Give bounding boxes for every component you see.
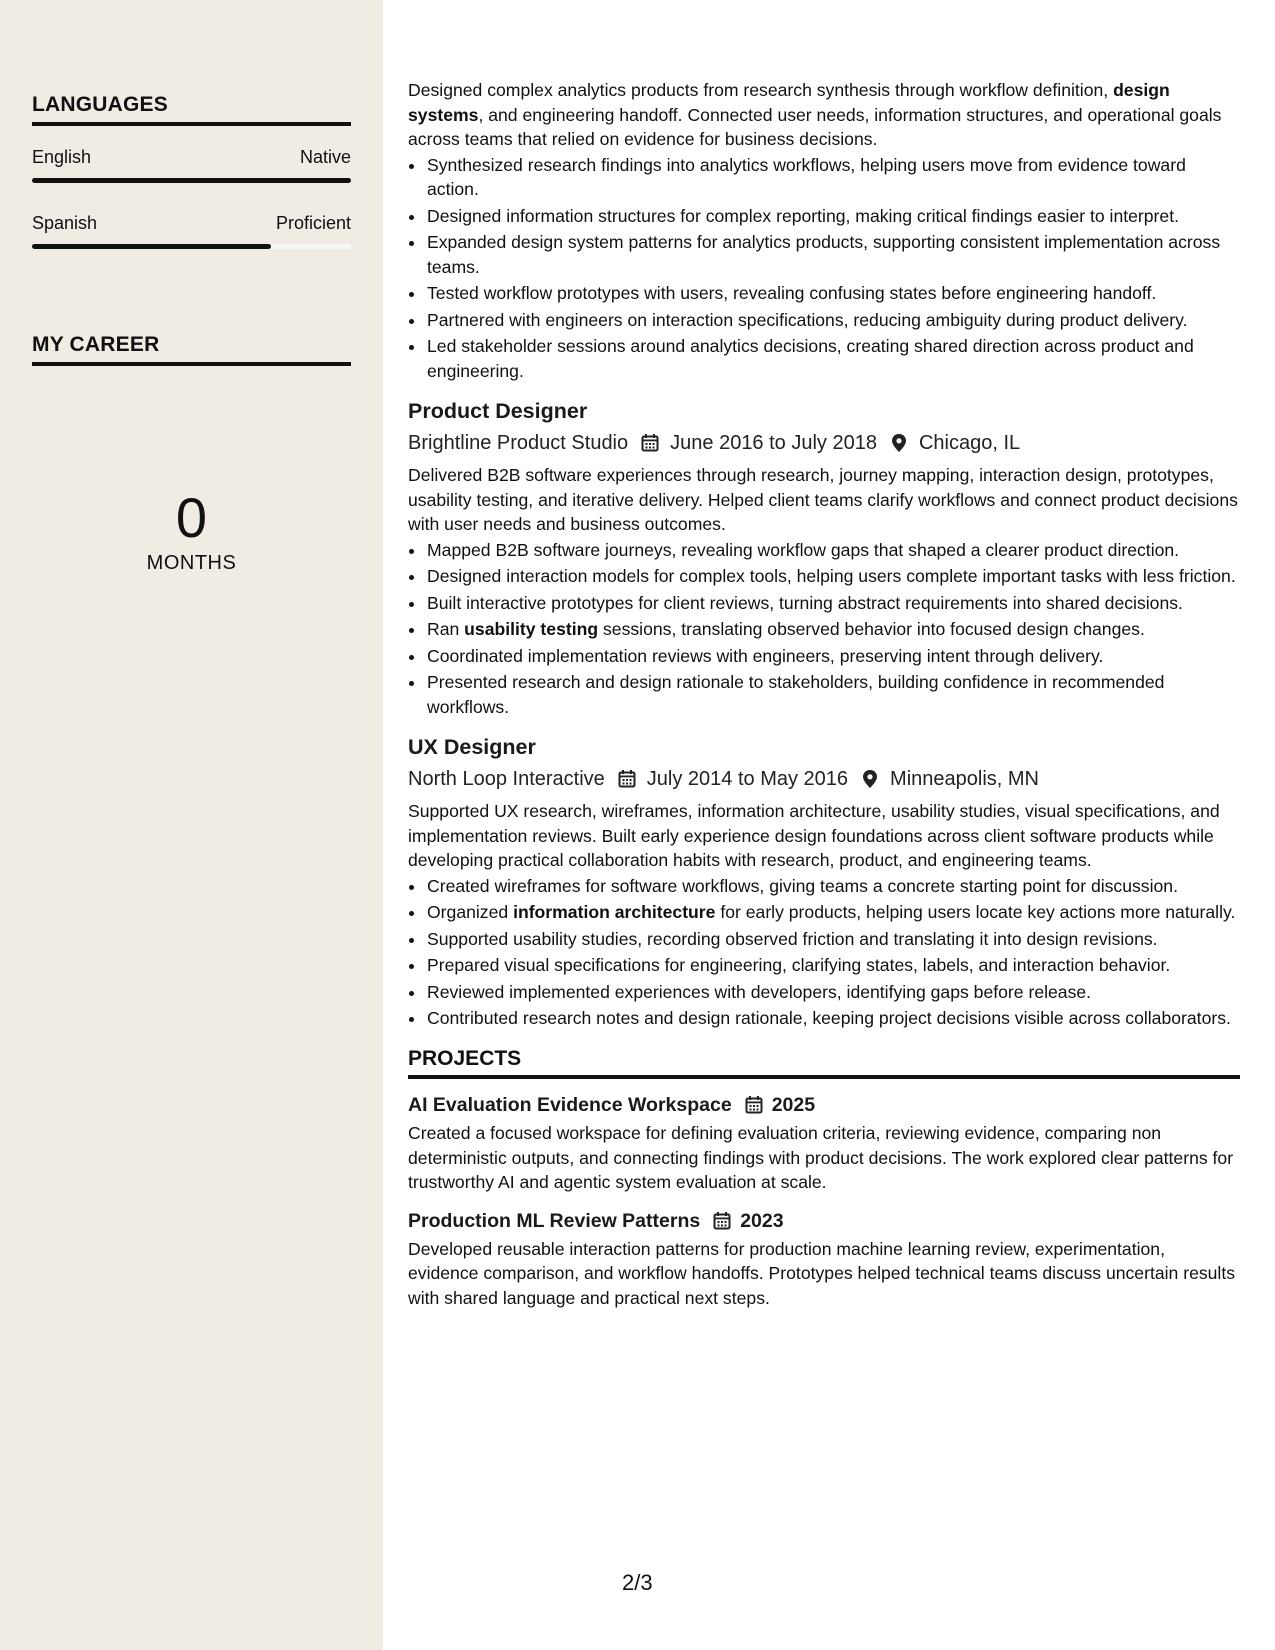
experience-entry-previous bbox=[408, 78, 1240, 383]
map-pin-icon bbox=[860, 769, 880, 789]
list-item: • Presented research and design rationale to stakeholders, building confidence in recommended workflows. bbox=[426, 670, 1240, 719]
list-item: • Tested workflow prototypes with users, revealing confusing states before engineering handoff. bbox=[426, 281, 1240, 306]
language-proficiency-bar bbox=[32, 178, 351, 183]
list-item: • Contributed research notes and design rationale, keeping project decisions visible across collaborators. bbox=[426, 1006, 1240, 1031]
job-title: Product Designer bbox=[408, 399, 588, 423]
languages-section bbox=[32, 93, 351, 249]
calendar-icon bbox=[744, 1095, 764, 1115]
job-dates: June 2016 to July 2018 bbox=[670, 432, 877, 454]
career-section bbox=[32, 333, 351, 366]
calendar-icon bbox=[712, 1211, 732, 1231]
list-item: • Created wireframes for software workflows, giving teams a concrete starting point for discussion. bbox=[426, 874, 1240, 899]
language-proficiency-fill bbox=[32, 244, 271, 249]
languages-heading: LANGUAGES bbox=[32, 93, 351, 126]
experience-entry bbox=[408, 733, 1240, 1031]
career-counter bbox=[32, 486, 351, 575]
language-name: Spanish bbox=[32, 213, 98, 233]
sidebar bbox=[0, 0, 383, 1650]
project-entry bbox=[408, 1091, 1240, 1195]
job-location: Chicago, IL bbox=[918, 432, 1021, 454]
list-item: • Supported usability studies, recording observed friction and translating it into design revisions. bbox=[426, 927, 1240, 952]
project-entry bbox=[408, 1207, 1240, 1311]
language-name: English bbox=[32, 147, 92, 167]
project-description: Created a focused workspace for defining evaluation criteria, reviewing evidence, comparing non deterministic outputs, and connecting findings with product decisions. The work explored clear patterns for trustworthy AI and agentic system evaluation at scale. bbox=[408, 1123, 1234, 1192]
job-summary: Designed complex analytics products from research synthesis through workflow definition, design systems, and engineering handoff. Connected user needs, information structures, and operational goals across teams that relied on evidence for business decisions. bbox=[408, 80, 1222, 149]
career-value: 0 bbox=[175, 486, 208, 549]
career-unit: MONTHS bbox=[146, 552, 237, 574]
language-level: Native bbox=[299, 147, 351, 167]
projects-heading: PROJECTS bbox=[408, 1047, 1240, 1080]
list-item: • Reviewed implemented experiences with developers, identifying gaps before release. bbox=[426, 980, 1240, 1005]
job-bullets bbox=[408, 153, 1240, 384]
calendar-icon bbox=[640, 433, 660, 453]
job-bullets bbox=[408, 874, 1240, 1031]
project-year: 2025 bbox=[771, 1094, 816, 1116]
company-name: North Loop Interactive bbox=[408, 768, 605, 790]
page-number: 2/3 bbox=[622, 1570, 653, 1595]
list-item: • Led stakeholder sessions around analytics decisions, creating shared direction across product and engineering. bbox=[426, 334, 1240, 383]
job-dates: July 2014 to May 2016 bbox=[646, 768, 849, 790]
project-title: AI Evaluation Evidence Workspace bbox=[408, 1094, 732, 1116]
list-item: • Mapped B2B software journeys, revealing workflow gaps that shaped a clearer product direction. bbox=[426, 538, 1240, 563]
company-name: Brightline Product Studio bbox=[408, 432, 629, 454]
career-heading: MY CAREER bbox=[32, 333, 351, 366]
list-item: • Synthesized research findings into analytics workflows, helping users move from evidence toward action. bbox=[426, 153, 1240, 202]
language-item bbox=[32, 213, 351, 249]
calendar-icon bbox=[617, 769, 637, 789]
list-item: • Prepared visual specifications for engineering, clarifying states, labels, and interaction behavior. bbox=[426, 953, 1240, 978]
experience-entry bbox=[408, 397, 1240, 719]
list-item: • Coordinated implementation reviews with engineers, preserving intent through delivery. bbox=[426, 644, 1240, 669]
list-item: • Expanded design system patterns for analytics products, supporting consistent implementation across teams. bbox=[426, 230, 1240, 279]
job-location: Minneapolis, MN bbox=[890, 768, 1039, 790]
language-proficiency-fill bbox=[32, 178, 351, 183]
list-item: • Designed interaction models for complex tools, helping users complete important tasks with less friction. bbox=[426, 564, 1240, 589]
language-level: Proficient bbox=[275, 213, 351, 233]
map-pin-icon bbox=[889, 433, 909, 453]
project-description: Developed reusable interaction patterns for production machine learning review, experimentation, evidence comparison, and workflow handoffs. Prototypes helped technical teams discuss uncertain results with shared language and practical next steps. bbox=[408, 1238, 1236, 1308]
job-bullets bbox=[408, 538, 1240, 720]
project-year: 2023 bbox=[740, 1209, 784, 1232]
job-summary: Supported UX research, wireframes, information architecture, usability studies, visual specifications, and implementation reviews. Built early experience design foundations across client software products while developing practical collaboration habits with research, product, and engineering teams. bbox=[408, 801, 1220, 870]
job-title: UX Designer bbox=[408, 735, 536, 759]
job-meta bbox=[408, 765, 1240, 793]
list-item: • Designed information structures for complex reporting, making critical findings easier to interpret. bbox=[426, 204, 1240, 229]
language-proficiency-bar bbox=[32, 244, 351, 249]
job-meta bbox=[408, 429, 1240, 457]
main-content bbox=[408, 78, 1240, 1310]
job-summary: Delivered B2B software experiences through research, journey mapping, interaction design, prototypes, usability testing, and iterative delivery. Helped client teams clarify workflows and connect product decisions with user needs and business outcomes. bbox=[408, 465, 1238, 534]
list-item: • Ran usability testing sessions, translating observed behavior into focused design changes. bbox=[426, 617, 1240, 642]
list-item: • Organized information architecture for early products, helping users locate key actions more naturally. bbox=[426, 900, 1240, 925]
list-item: • Partnered with engineers on interaction specifications, reducing ambiguity during product delivery. bbox=[426, 308, 1240, 333]
list-item: • Built interactive prototypes for client reviews, turning abstract requirements into shared decisions. bbox=[426, 591, 1240, 616]
project-title: Production ML Review Patterns bbox=[408, 1209, 701, 1232]
language-item bbox=[32, 147, 351, 183]
